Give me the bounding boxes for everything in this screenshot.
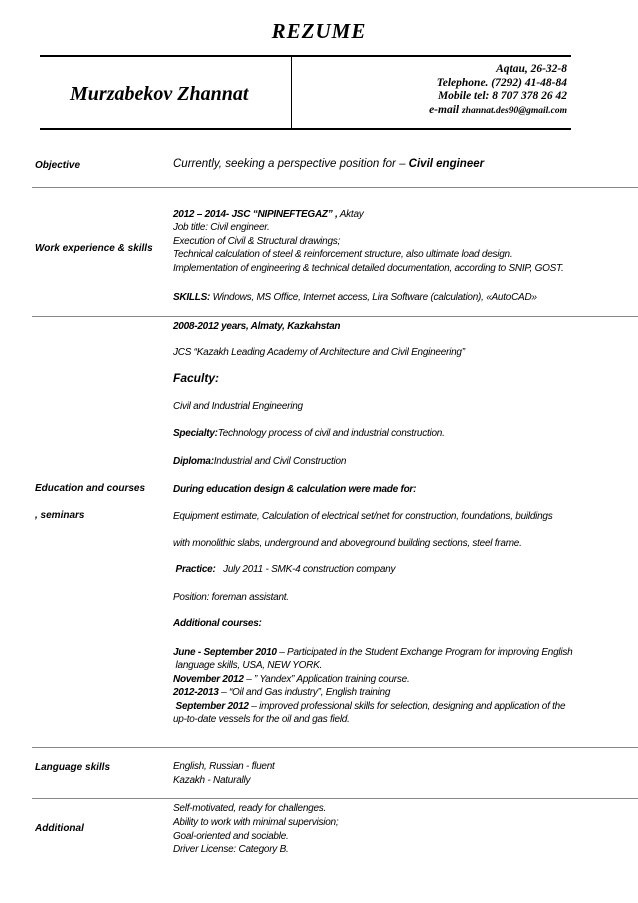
faculty-heading: Faculty:	[173, 371, 220, 385]
work-period: 2012 – 2014- JSC “NIPINEFTEGAZ” , Aktay	[173, 209, 364, 220]
divider-objective	[32, 187, 638, 188]
language-line: English, Russian - fluent	[173, 761, 275, 772]
course-item-cont: up-to-date vessels for the oil and gas field.	[173, 714, 350, 725]
contact-city: Aqtau, 26-32-8	[496, 63, 567, 75]
divider-education	[32, 747, 638, 748]
additional-line: Ability to work with minimal supervision;	[173, 817, 339, 828]
objective-label: Objective	[35, 160, 81, 171]
language-line: Kazakh - Naturally	[173, 775, 251, 786]
contact-email: e-mail zhannat.des90@gmail.com	[429, 103, 567, 116]
language-label: Language skills	[35, 762, 111, 773]
additional-line: Self-motivated, ready for challenges.	[173, 803, 327, 814]
work-line: Execution of Civil & Structural drawings;	[173, 236, 341, 247]
header-bottom-rule	[40, 128, 571, 130]
course-item: November 2012 – ” Yandex” Application training course.	[173, 674, 410, 685]
practice: Practice: July 2011 - SMK-4 construction company	[175, 564, 396, 575]
position: Position: foreman assistant.	[173, 592, 289, 603]
education-label-seminars: , seminars	[35, 510, 85, 521]
design-line: with monolithic slabs, underground and aboveground building sections, steel frame.	[173, 538, 522, 549]
education-school: JCS “Kazakh Leading Academy of Architecture and Civil Engineering”	[173, 347, 465, 358]
work-line: Technical calculation of steel & reinforcement structure, also ultimate load design.	[173, 249, 513, 260]
diploma: Diploma:Industrial and Civil Construction	[173, 456, 347, 467]
faculty-name: Civil and Industrial Engineering	[173, 401, 303, 412]
course-item: 2012-2013 – “Oil and Gas industry”, English training	[173, 687, 391, 698]
candidate-name: Murzabekov Zhannat	[70, 83, 249, 105]
design-heading: During education design & calculation were made for:	[173, 484, 417, 495]
work-line: Implementation of engineering & technical detailed documentation, according to SNIP, GOST.	[173, 263, 564, 274]
work-skills: SKILLS: Windows, MS Office, Internet access, Lira Software (calculation), «AutoCAD»	[173, 292, 537, 303]
email-address[interactable]: zhannat.des90@gmail.com	[461, 105, 567, 116]
divider-languages	[32, 798, 638, 799]
contact-block	[429, 63, 567, 118]
design-line: Equipment estimate, Calculation of electrical set/net for construction, foundations, buildings	[173, 511, 553, 522]
divider-work	[32, 316, 638, 317]
additional-line: Driver License: Category B.	[173, 844, 289, 855]
course-item-cont: language skills, USA, NEW YORK.	[175, 660, 323, 671]
education-period: 2008-2012 years, Almaty, Kazkahstan	[173, 321, 341, 332]
additional-line: Goal-oriented and sociable.	[173, 831, 289, 842]
objective-text: Currently, seeking a perspective position for – Civil engineer	[173, 158, 485, 170]
additional-label: Additional	[35, 823, 84, 834]
course-item: June - September 2010 – Participated in the Student Exchange Program for improving English	[173, 647, 573, 658]
contact-phone: Telephone. (7292) 41-48-84	[436, 76, 567, 89]
courses-heading: Additional courses:	[173, 618, 262, 629]
work-label: Work experience & skills	[35, 243, 153, 254]
header-top-rule	[40, 55, 571, 57]
work-line: Job title: Civil engineer.	[173, 222, 270, 233]
course-item: September 2012 – improved professional skills for selection, designing and application of the	[175, 701, 566, 712]
header-divider	[291, 55, 292, 130]
education-label: Education and courses	[35, 483, 146, 494]
specialty: Specialty:Technology process of civil and industrial construction.	[173, 428, 445, 439]
resume-title: REZUME	[271, 19, 367, 43]
contact-mobile: Mobile tel: 8 707 378 26 42	[437, 90, 567, 102]
